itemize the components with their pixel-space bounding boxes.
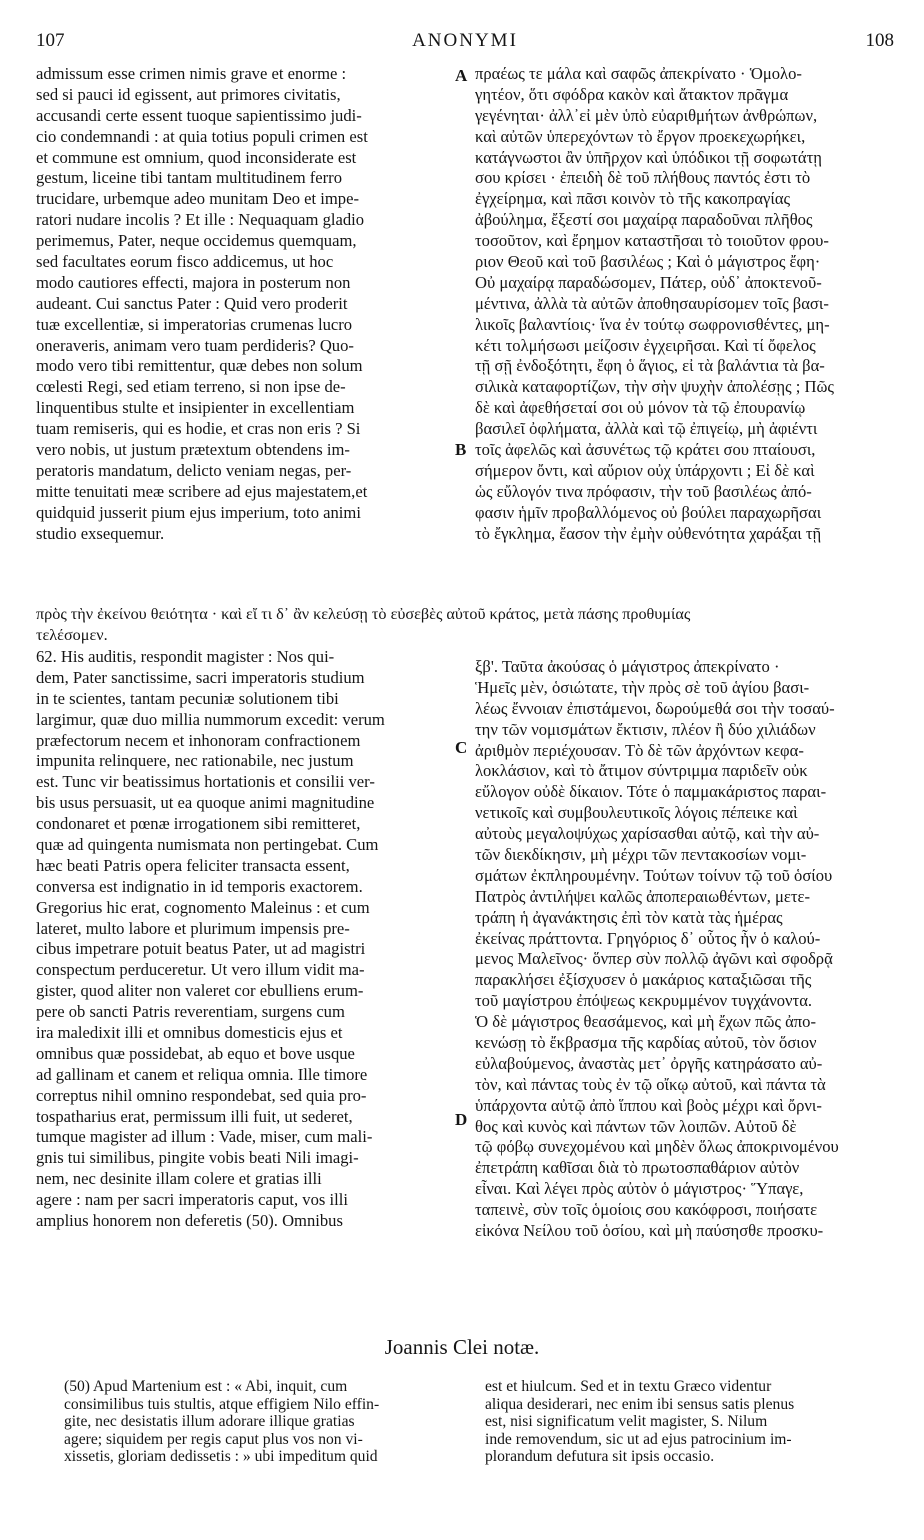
greek-text-line: λοκλάσιον, καὶ τὸ ἄτιμον σύντριμμα παριδεῖν οὐκ	[475, 761, 808, 781]
greek-text-line: τῇ σῇ ἐνδοξότητι, ἔφη ὁ ἅγιος, εἰ τὰ βαλάντια τὰ βα-	[475, 356, 825, 376]
greek-text-line: γητέον, ὅτι σφόδρα κακὸν καὶ ἄτακτον πρᾶγμα	[475, 84, 789, 104]
latin-text-line: conversa est indignatio in id temporis exactorem.	[36, 876, 363, 896]
greek-text-line: ἐπετράπη καθῖσαι διὰ τὸ πρωτοσπαθάριον αὐτὸν	[475, 1158, 800, 1178]
latin-text-line: modo vero tibi remittentur, quæ debes non solum	[36, 356, 363, 376]
greek-text-line: βασιλεῖ ὀφλήματα, ἀλλὰ καὶ τῷ ἐπιγείῳ, μὴ ἀφιέντι	[475, 419, 818, 439]
footnote-line: gite, nec desistatis illum adorare illique gratias	[64, 1413, 355, 1430]
latin-text-line: perimemus, Pater, neque occidemus quemquam,	[36, 231, 357, 251]
latin-text-line: oneraveris, animam vero tuam perdideris? Quo-	[36, 335, 354, 355]
greek-text-line: τοῦ μαγίστρου ἐπόψεως κεκρυμμένον τυγχάνοντα.	[475, 991, 813, 1011]
greek-text-line: τοσοῦτον, καὶ ἔρημον καταστῆσαι τὸ τοιοῦτον φρου-	[475, 231, 829, 251]
latin-text-line: ira maledixit illi et omnibus domesticis ejus et	[36, 1023, 343, 1043]
latin-text-line: linquentibus stulte et insipienter in excellentiam	[36, 398, 355, 418]
bridge-greek-line	[36, 604, 896, 646]
greek-text-line: φασιν ἡμῖν προβαλλόμενος οὐ βούλει παραχωρῆσαι	[475, 502, 822, 522]
left-page-number: 107	[36, 30, 65, 51]
footnote-line: consimilibus tuis stultis, atque effigiem Nilo effin-	[64, 1395, 380, 1413]
greek-text-line: μενος Μαλεῖνος· ὅνπερ σὺν πολλῷ ἀγῶνι καὶ σφοδρᾷ	[475, 949, 833, 969]
greek-text-line: σου κρίσει · ἐπειδὴ δὲ τοῦ πλήθους παντός ἐστι τὸ	[475, 168, 811, 188]
greek-column-bottom	[475, 657, 890, 1242]
greek-text-line: ριον Θεοῦ καὶ τοῦ βασιλέως ; Καὶ ὁ μάγιστρος ἔφη·	[475, 252, 821, 272]
footnote-right-column	[485, 1378, 890, 1466]
greek-text-line: Ἡμεῖς μὲν, ὁσιώτατε, τὴν πρὸς σὲ τοῦ ἁγίου βασι-	[475, 677, 810, 697]
latin-text-line: lateret, multo labore et plurimum impensis pre-	[36, 918, 350, 938]
greek-text-line: σήμερον ὄντι, καὶ αὔριον οὐχ ὑπάρχοντι ; Εἰ δὲ καὶ	[475, 460, 815, 480]
right-page-number: 108	[865, 30, 894, 51]
footnote-line: agere; siquidem per regis caput plus vos non vi-	[64, 1430, 363, 1448]
greek-text-line: την τῶν νομισμάτων ἔκτισιν, πλέον ἢ δύο χιλιάδων	[475, 719, 816, 739]
greek-column-top	[475, 64, 890, 544]
greek-text-line: τελέσομεν.	[36, 625, 108, 644]
greek-text-line: Πατρὸς ἀντιλήψει καλῶς ἀποπεραιωθέντων, μετε-	[475, 886, 811, 906]
greek-text-line: Οὐ μαχαίρᾳ παραδώσομεν, Πάτερ, οὐδ᾽ ἀποκτενοῦ-	[475, 272, 822, 292]
latin-text-line: ratori nudare incolis ? Et ille : Nequaquam gladio	[36, 210, 365, 230]
latin-column-top	[36, 64, 456, 544]
latin-text-line: amplius honorem non deferetis (50). Omnibus	[36, 1211, 343, 1231]
latin-text-line: agere : nam per sacri imperatoris caput, vos illi	[36, 1190, 348, 1210]
latin-text-line: cio condemnandi : at quia totius populi crimen est	[36, 126, 368, 146]
latin-text-line: admissum esse crimen nimis grave et enorme :	[36, 64, 347, 83]
greek-text-line: εἰκόνα Νείλου τοῦ ὁσίου, καὶ μὴ παύσησθε προσκυ-	[475, 1221, 824, 1241]
greek-text-line: πραέως τε μάλα καὶ σαφῶς ἀπεκρίνατο · Ὁμολο-	[475, 64, 802, 83]
latin-text-line: in te scientes, tantam pecuniæ solutionem tibi	[36, 688, 339, 708]
margin-letter-a: A	[455, 66, 468, 85]
latin-text-line: omnibus quæ possidebat, ab equo et bove usque	[36, 1043, 355, 1063]
latin-text-line: tuam remiseris, qui es hodie, et cras non eris ? Si	[36, 419, 361, 439]
greek-text-line: ὑπάρχοντα αὐτῷ ἀπὸ ἵππου καὶ βοὸς μέχρι καὶ ὄρνι-	[475, 1095, 822, 1115]
greek-text-line: ταπεινὲ, σὺν τοῖς ὁμοίοις σου κακόφροσι, ποιήσατε	[475, 1200, 818, 1220]
footnote-line: plorandum defutura sit ipsis occasio.	[485, 1448, 715, 1465]
latin-text-line: impunita relinquere, nec rationabile, nec justum	[36, 751, 354, 771]
margin-letter-d: D	[455, 1110, 468, 1129]
latin-text-line: tuæ excellentiæ, si imperatorias crumenas lucro	[36, 314, 353, 334]
latin-text-line: vero nobis, ut justum prætextum obtendens im-	[36, 440, 350, 460]
greek-text-line: καὶ αὐτῶν ὑπερεχόντων τὸ ἔργον προεκεχωρήκει,	[475, 126, 806, 146]
greek-text-line: τὸν, καὶ πάντας τοὺς ἐν τῷ οἴκῳ αὐτοῦ, καὶ πάντα τὰ	[475, 1074, 826, 1094]
greek-text-line: σμάτων ἐκπληρουμένην. Τούτων τοίνυν τῷ τοῦ ὁσίου	[475, 865, 833, 885]
greek-text-line: ἀβούλημα, ἔξεστί σοι μαχαίρᾳ παραδοῦναι πλῆθος	[475, 210, 813, 230]
latin-text-line: dem, Pater sanctissime, sacri imperatoris studium	[36, 667, 365, 687]
greek-text-line: ἐγχείρημα, καὶ πᾶσι κοινὸν τὸ τῆς κακοπραγίας	[475, 189, 791, 209]
latin-text-line: cœlesti Regi, sed etiam terreno, si non ipse de-	[36, 377, 346, 397]
running-title: ΑΝΟΝΥΜΙ	[412, 30, 518, 51]
latin-text-line: 62. His auditis, respondit magister : Nos qui-	[36, 647, 335, 666]
latin-text-line: accusandi certe essent tuoque sapientissimo judi-	[36, 105, 362, 125]
greek-text-line: ξβ'. Ταῦτα ἀκούσας ὁ μάγιστρος ἀπεκρίνατο ·	[475, 657, 780, 676]
greek-text-line: Ὁ δὲ μάγιστρος θεασάμενος, καὶ μὴ ἔχων πῶς ἀπο-	[475, 1012, 816, 1032]
footnote-line: est et hiulcum. Sed et in textu Græco videntur	[485, 1378, 772, 1395]
greek-text-line: τράπη ἡ ἀγανάκτησις ἐπὶ τὸν κατὰ τὰς ἡμέρας	[475, 907, 783, 927]
latin-text-line: trucidare, urbemque adeo munitam Deo et impe-	[36, 189, 359, 209]
latin-text-line: gister, quod aliter non valeret cor ebulliens erum-	[36, 981, 364, 1001]
latin-text-line: modo cautiores effecti, majora in posterum non	[36, 272, 351, 292]
greek-text-line: νετικοῖς καὶ συμβουλευτικοῖς λόγοις πέπεικε καὶ	[475, 803, 798, 823]
footnote-line: est, nisi significatum velit magister, S. Nilum	[485, 1413, 768, 1430]
latin-text-line: tumque magister ad illum : Vade, miser, cum mali-	[36, 1127, 373, 1147]
greek-text-line: τῷ φόβῳ συνεχομένου καὶ μηδὲν ὅλως ἀποκρινομένου	[475, 1137, 839, 1157]
latin-text-line: audeant. Cui sanctus Pater : Quid vero proderit	[36, 293, 348, 313]
greek-text-line: σιλικὰ καταφορτίζων, τὴν σὴν ψυχὴν ἀπολέσῃς ; Πῶς	[475, 377, 835, 397]
latin-text-line: hæc beati Patris opera feliciter transacta essent,	[36, 855, 350, 875]
greek-text-line: κατάγνωστοι ἂν ὑπῆρχον καὶ ὑπόδικοι τῇ σοφωτάτῃ	[475, 147, 822, 167]
latin-text-line: et commune est omnium, quod inconsiderate est	[36, 147, 357, 167]
latin-text-line: gestum, liceine tibi tantam multitudinem ferro	[36, 168, 342, 188]
latin-text-line: peratoris mandatum, delicto veniam negas, per-	[36, 460, 352, 480]
greek-text-line: πρὸς τὴν ἐκείνου θειότητα · καὶ εἴ τι δ᾽ ἂν κελεύσῃ τὸ εὐσεβὲς αὐτοῦ κράτος, μετὰ πάσης προθυμίας	[36, 605, 691, 623]
latin-text-line: nem, nec desinite illam colere et gratias illi	[36, 1169, 322, 1189]
margin-letter-c: C	[455, 738, 468, 757]
latin-text-line: tospatharius erat, permissum illi fuit, ut sederet,	[36, 1106, 353, 1126]
footnote-line: aliqua desiderari, nec enim ibi sensus satis plenus	[485, 1395, 795, 1413]
latin-text-line: largimur, quæ duo millia nummorum excedit: verum	[36, 709, 385, 729]
greek-text-line: ἐκείνας πράττοντα. Γρηγόριος δ᾽ οὗτος ἦν ὁ καλού-	[475, 928, 821, 948]
greek-text-line: εἶναι. Καὶ λέγει πρὸς αὐτὸν ὁ μάγιστρος· Ὕπαγε,	[475, 1179, 804, 1199]
latin-text-line: quæ ad quingenta numismata non pertingebat. Cum	[36, 835, 379, 855]
latin-text-line: bis usus persuasit, ut ea quoque animi magnitudine	[36, 793, 375, 813]
footnote-line: (50) Apud Martenium est : « Abi, inquit, cum	[64, 1378, 348, 1395]
latin-text-line: pere ob sancti Patris reverentiam, surgens cum	[36, 1002, 345, 1022]
greek-text-line: τοῖς ἀφελῶς καὶ ἀσυνέτως τῷ κράτει σου πταίουσι,	[475, 440, 816, 460]
greek-text-line: παρακλήσει ἐξίσχυσεν ὁ μακάριος καταξιῶσαι τῆς	[475, 970, 812, 990]
latin-text-line: Gregorius hic erat, cognomento Maleinus : et cum	[36, 897, 370, 917]
greek-text-line: γεγένηται· ἀλλ᾽εἰ μὲν ὑπὸ εὐαριθμήτων ἀνθρώπων,	[475, 105, 818, 125]
latin-column-bottom	[36, 647, 456, 1232]
latin-text-line: mitte tenuitati meæ scribere ad ejus majestatem,et	[36, 481, 368, 501]
greek-text-line: τὸ ἔγκλημα, ἔασον τὴν ἐμὴν οὐθενότητα χαράξαι τῇ	[475, 523, 822, 543]
footnote-left-column	[64, 1378, 462, 1466]
latin-text-line: correptus nihil omnino respondebat, sed quia pro-	[36, 1085, 367, 1105]
greek-text-line: αὐτοὺς μεγαλοψύχως χαρίσασθαι αὐτῷ, καὶ τὴν αὐ-	[475, 824, 820, 844]
latin-text-line: cibus impetrare potuit beatus Pater, ut ad magistri	[36, 939, 366, 959]
greek-text-line: κέτι τολμήσωσι μείζοσιν ἐγχειρῆσαι. Καὶ τί ὄφελος	[475, 335, 816, 355]
greek-text-line: κενώσῃ τὸ ἔκβρασμα τῆς καρδίας αὐτοῦ, τὸν ὅσιον	[475, 1033, 817, 1053]
greek-text-line: θος καὶ κυνὸς καὶ πάντων τῶν λοιπῶν. Αὐτοῦ δὲ	[475, 1116, 797, 1136]
latin-text-line: condonaret et pœnæ irrogationem sibi remitteret,	[36, 814, 361, 834]
latin-text-line: quidquid jusserit pium ejus imperium, toto animi	[36, 502, 361, 522]
greek-text-line: δὲ καὶ ἀφεθήσεταί σοι οὐ μόνον τὰ τῷ ἐπουρανίῳ	[475, 398, 806, 418]
greek-text-line: μέντινα, ἀλλὰ τὰ αὐτῶν ἀποθησαυρίσομεν τοῖς βασι-	[475, 293, 829, 313]
greek-text-line: τῶν διεκδίκησιν, μὴ μέχρι τῶν πεντακοσίων νομι-	[475, 845, 807, 865]
latin-text-line: conspectum perduceretur. Ut vero illum vidit ma-	[36, 960, 365, 980]
margin-letter-b: B	[455, 440, 467, 459]
latin-text-line: studio exsequemur.	[36, 523, 165, 543]
greek-text-line: ὡς εὔλογόν τινα πρόφασιν, τὴν τοῦ βασιλέως ἀπό-	[475, 481, 812, 501]
greek-text-line: λικοῖς βαλαντίοις· ἵνα ἐν τούτῳ σωφρονισθέντες, μη-	[475, 314, 830, 334]
greek-text-line: λέως ἔννοιαν ἐπιστάμενοι, δωρούμεθά σοι τὴν τοσαύ-	[475, 698, 835, 718]
latin-text-line: est. Tunc vir beatissimus hortationis et consilii ver-	[36, 772, 375, 792]
latin-text-line: gnis tui similibus, pingite vobis beati Nili imagi-	[36, 1148, 359, 1168]
greek-text-line: εὔλογον οὐδὲ δίκαιον. Τότε ὁ παμμακάριστος παραι-	[475, 782, 827, 802]
footnote-line: xissetis, gloriam dedissetis : » ubi impeditum quid	[64, 1448, 378, 1465]
running-header	[36, 30, 894, 58]
latin-text-line: sed si pauci id egissent, aut primores civitatis,	[36, 84, 341, 104]
latin-text-line: præfectorum necem et inhonoram confractionem	[36, 730, 361, 750]
latin-text-line: ad gallinam et canem et reliqua omnia. Ille timore	[36, 1064, 368, 1084]
greek-text-line: εὐλαβούμενος, ἀναστὰς μετ᾽ ὀργῆς κατηράσατο αὐ-	[475, 1053, 823, 1073]
latin-text-line: sed facultates eorum fisco addicemus, ut hoc	[36, 252, 334, 272]
footnote-line: inde removendum, sic ut ad ejus patrocinium im-	[485, 1430, 792, 1448]
greek-text-line: ἀριθμὸν περιέχουσαν. Τὸ δὲ τῶν ἀρχόντων κεφα-	[475, 740, 804, 760]
notes-heading: Joannis Clei notæ.	[384, 1335, 540, 1359]
